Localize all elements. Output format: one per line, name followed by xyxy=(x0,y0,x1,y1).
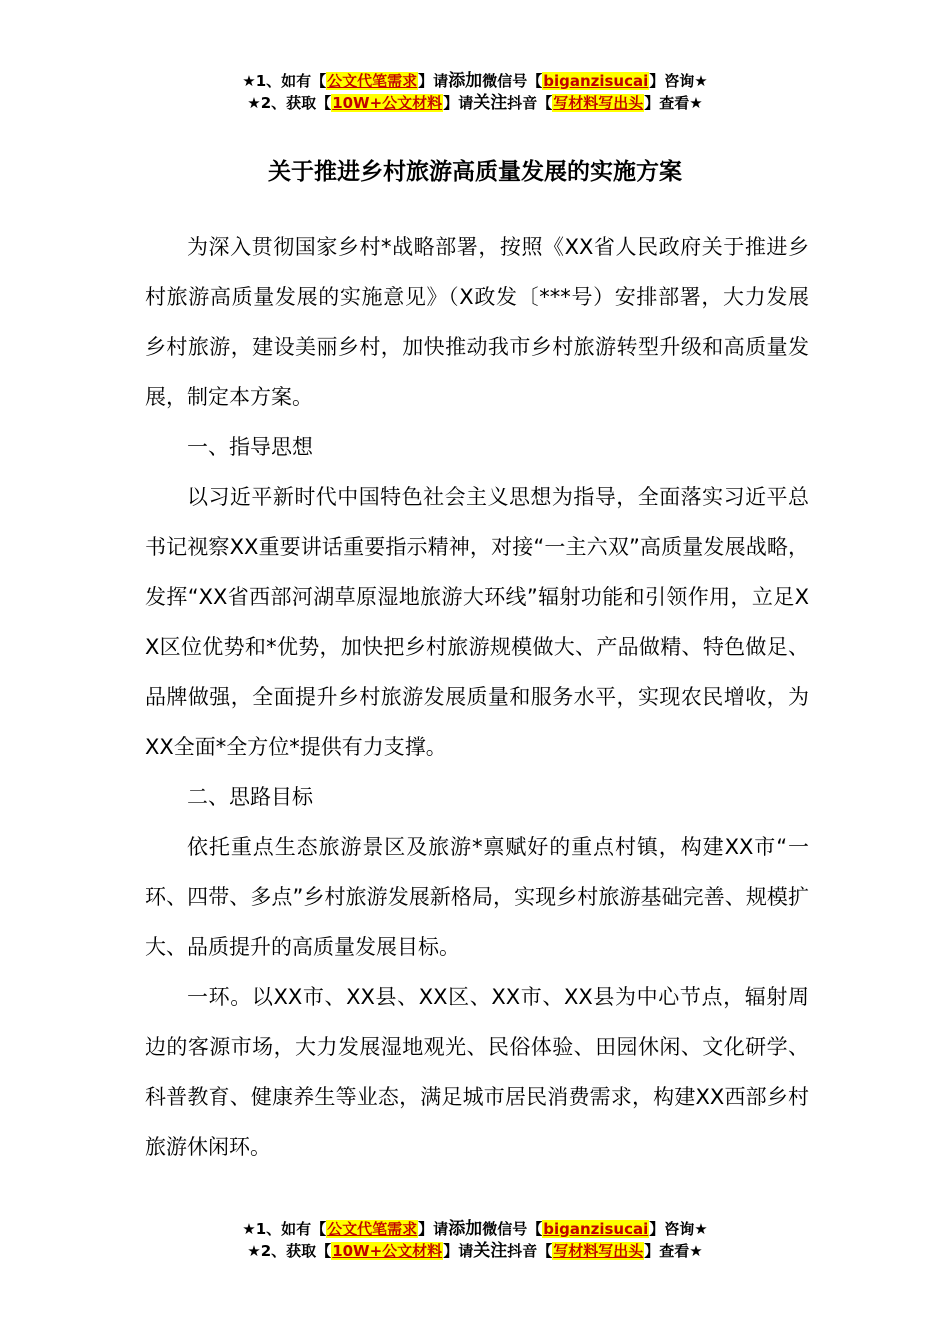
section-heading-guiding-thought: 一、指导思想 xyxy=(187,435,313,459)
banner-highlight: 公文代笔需求 xyxy=(327,72,418,90)
banner-highlight: biganzisucai xyxy=(543,1220,649,1238)
paragraph-intro: 为深入贯彻国家乡村*战略部署，按照《XX省人民政府关于推进乡村旅游高质量发展的实施意见》（X政发〔***号）安排部署，大力发展乡村旅游，建设美丽乡村，加快推动我市乡村旅游转型升级和高质量发展，制定本方案。 xyxy=(145,235,809,409)
footer-banner xyxy=(0,1218,950,1262)
banner-text: 】咨询★ xyxy=(649,1220,708,1238)
banner-text: 】查看★ xyxy=(644,1242,703,1260)
banner-text: 微信号【 xyxy=(482,1220,543,1238)
banner-emphasis: 关注 xyxy=(473,1241,508,1261)
banner-text: ★1、如有【 xyxy=(242,72,327,90)
banner-line-2 xyxy=(0,1240,950,1262)
banner-emphasis: 关注 xyxy=(473,93,508,113)
banner-text: ★2、获取【 xyxy=(247,94,332,112)
banner-text: 】请 xyxy=(443,1242,474,1260)
banner-highlight: 写材料写出头 xyxy=(553,1242,644,1260)
banner-emphasis: 添加 xyxy=(448,1219,483,1239)
banner-text: 微信号【 xyxy=(482,72,543,90)
banner-line-1 xyxy=(0,70,950,92)
banner-highlight: 10W+公文材料 xyxy=(332,94,443,112)
banner-emphasis: 添加 xyxy=(448,71,483,91)
banner-text: 抖音【 xyxy=(507,1242,553,1260)
banner-highlight: biganzisucai xyxy=(543,72,649,90)
document-title: 关于推进乡村旅游高质量发展的实施方案 xyxy=(268,159,682,185)
banner-text: 】请 xyxy=(443,94,474,112)
paragraph-one-ring: 一环。以XX市、XX县、XX区、XX市、XX县为中心节点，辐射周边的客源市场，大力发展湿地观光、民俗体验、田园休闲、文化研学、科普教育、健康养生等业态，满足城市居民消费需求，构建XX西部乡村旅游休闲环。 xyxy=(145,985,809,1159)
banner-highlight: 写材料写出头 xyxy=(553,94,644,112)
banner-text: 】查看★ xyxy=(644,94,703,112)
banner-text: ★2、获取【 xyxy=(247,1242,332,1260)
banner-line-2 xyxy=(0,92,950,114)
banner-text: 】请 xyxy=(418,72,449,90)
section-heading-goals: 二、思路目标 xyxy=(187,785,313,809)
banner-text: 】咨询★ xyxy=(649,72,708,90)
header-banner xyxy=(0,70,950,114)
banner-highlight: 10W+公文材料 xyxy=(332,1242,443,1260)
banner-text: 抖音【 xyxy=(507,94,553,112)
paragraph-goals: 依托重点生态旅游景区及旅游*禀赋好的重点村镇，构建XX市“一环、四带、多点”乡村旅游发展新格局，实现乡村旅游基础完善、规模扩大、品质提升的高质量发展目标。 xyxy=(145,835,809,959)
banner-highlight: 公文代笔需求 xyxy=(327,1220,418,1238)
document-body xyxy=(145,222,809,1172)
banner-line-1 xyxy=(0,1218,950,1240)
paragraph-guiding-thought: 以习近平新时代中国特色社会主义思想为指导，全面落实习近平总书记视察XX重要讲话重要指示精神，对接“一主六双”高质量发展战略，发挥“XX省西部河湖草原湿地旅游大环线”辐射功能和引领作用，立足XX区位优势和*优势，加快把乡村旅游规模做大、产品做精、特色做足、品牌做强，全面提升乡村旅游发展质量和服务水平，实现农民增收，为XX全面*全方位*提供有力支撑。 xyxy=(145,485,809,759)
banner-text: ★1、如有【 xyxy=(242,1220,327,1238)
banner-text: 】请 xyxy=(418,1220,449,1238)
